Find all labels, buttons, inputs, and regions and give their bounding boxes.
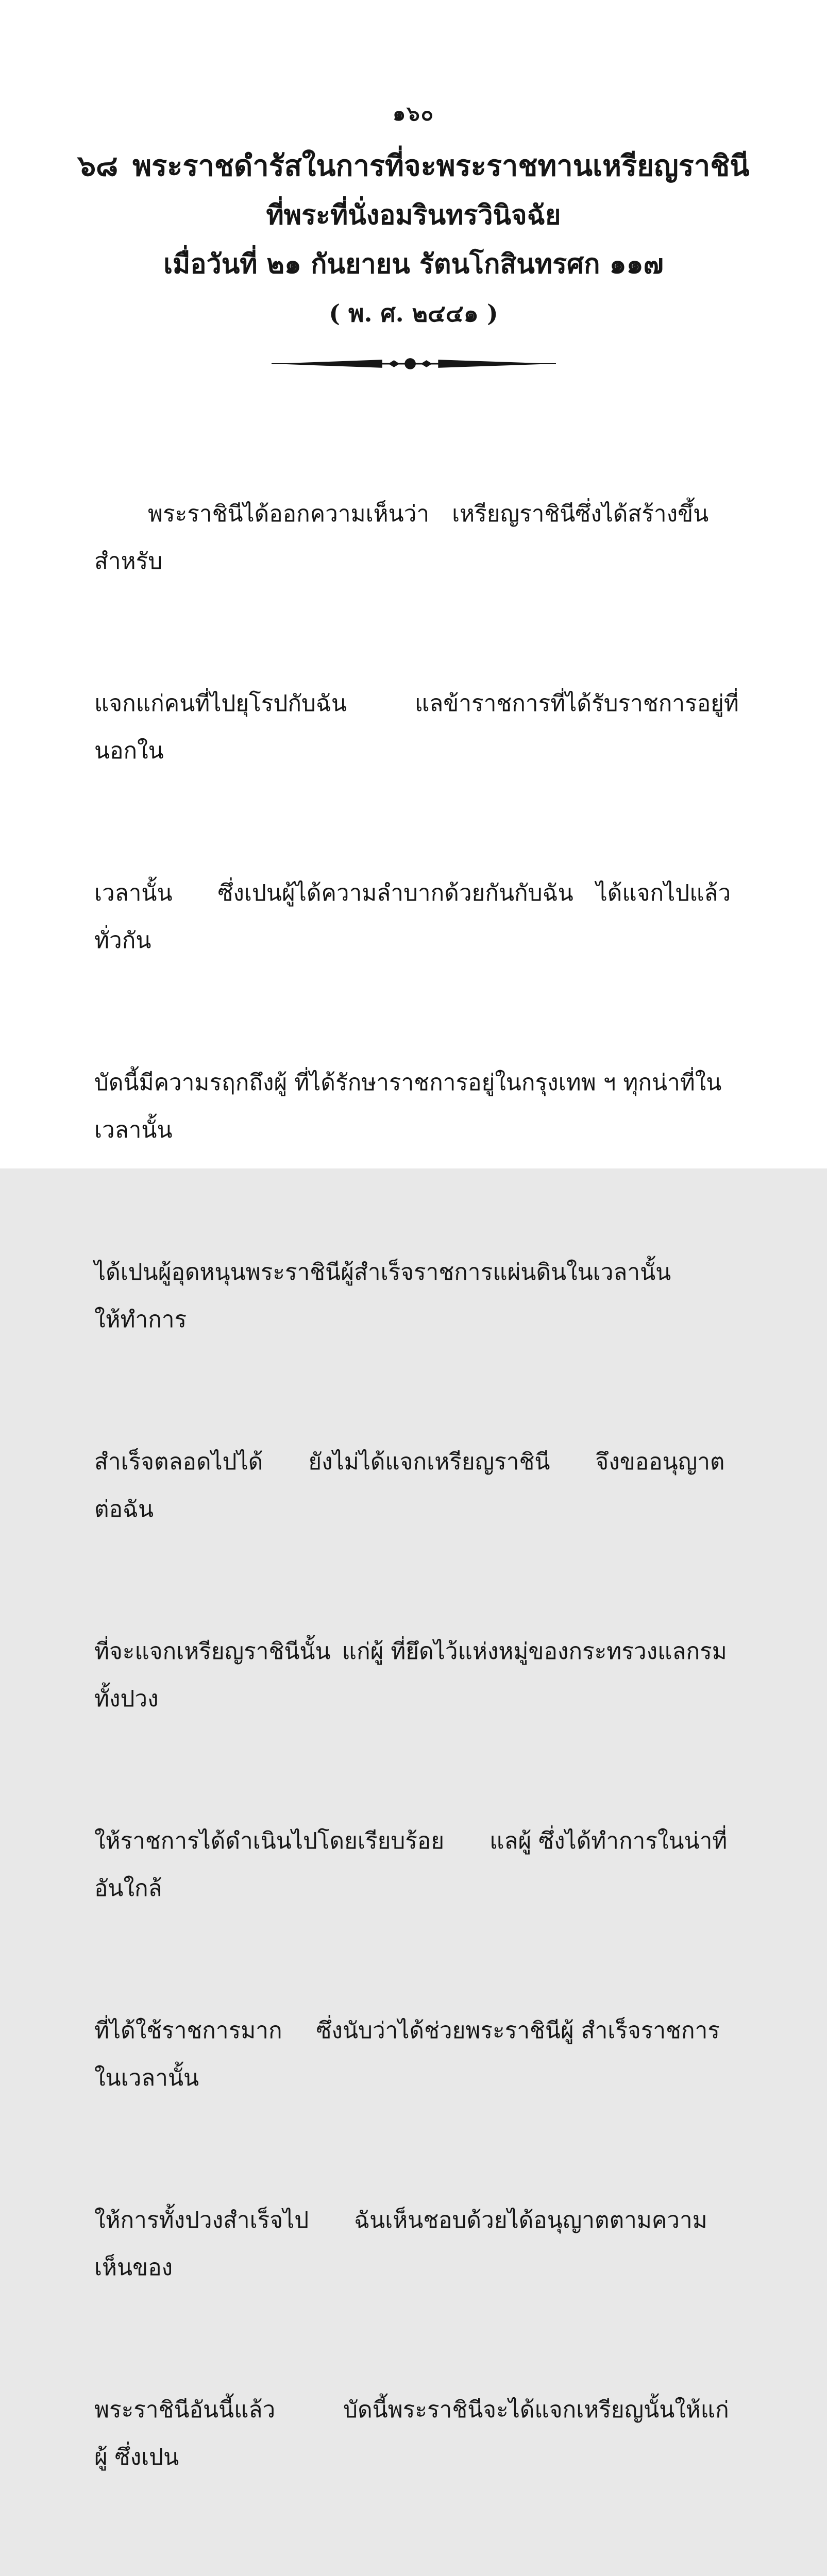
body-line: สำเร็จตลอดไปได้ ยังไม่ได้แจกเหรียญราชินี จึงขออนุญาตต่อฉัน	[94, 1438, 739, 1533]
document-page	[0, 0, 827, 1168]
body-line: ได้เปนผู้อุดหนุนพระราชินีผู้สำเร็จราชการแผ่นดินในเวลานั้น ให้ทำการ	[94, 1249, 739, 1344]
body-line: เวลานั้น ซึ่งเปนผู้ได้ความลำบากด้วยกันกับฉัน ได้แจกไปแล้วทั่วกัน	[94, 870, 739, 964]
body-line: ที่จะแจกเหรียญราชินีนั้น แก่ผู้ ที่ยึดไว้แห่งหมู่ของกระทรวงแลกรมทั้งปวง	[94, 1628, 739, 1723]
body-line: บัดนี้มีความรฤกถึงผู้ ที่ได้รักษาราชการอยู่ในกรุงเทพ ฯ ทุกน่าที่ในเวลานั้น	[94, 1059, 739, 1154]
body-line: ให้การทั้งปวงสำเร็จไป ฉันเห็นชอบด้วยได้อนุญาตตามความเห็นของ	[94, 2197, 739, 2292]
document-title-line-2: ที่พระที่นั่งอมรินทรวินิจฉัย	[0, 197, 827, 234]
document-title-line-4: ( พ. ศ. ๒๔๔๑ )	[0, 297, 827, 330]
body-line: แจกแก่คนที่ไปยุโรปกับฉัน แลข้าราชการที่ได้รับราชการอยู่ที่นอกใน	[94, 680, 739, 775]
document-title-line-1: ๖๘ พระราชดำรัสในการที่จะพระราชทานเหรียญราชินี	[0, 144, 827, 188]
body-line: ที่ได้ใช้ราชการมาก ซึ่งนับว่าได้ช่วยพระราชินีผู้ สำเร็จราชการในเวลานั้น	[94, 2007, 739, 2102]
body-line: พระราชินีได้ออกความเห็นว่า เหรียญราชินีซึ่งได้สร้างขึ้นสำหรับ	[94, 490, 739, 585]
top-divider-ornament-icon	[272, 357, 556, 371]
body-line: ให้ราชการได้ดำเนินไปโดยเรียบร้อย แลผู้ ซึ่งได้ทำการในน่าที่อันใกล้	[94, 1818, 739, 1912]
body-paragraph	[94, 396, 739, 2576]
title-block	[0, 144, 827, 330]
body-line: พระราชินีอันนี้แล้ว บัดนี้พระราชินีจะได้แจกเหรียญนั้นให้แก่ผู้ ซึ่งเปน	[94, 2386, 739, 2481]
document-title-line-3: เมื่อวันที่ ๒๑ กันยายน รัตนโกสินทรศก ๑๑๗	[0, 246, 827, 283]
page-number: ๑๖๐	[0, 0, 827, 130]
